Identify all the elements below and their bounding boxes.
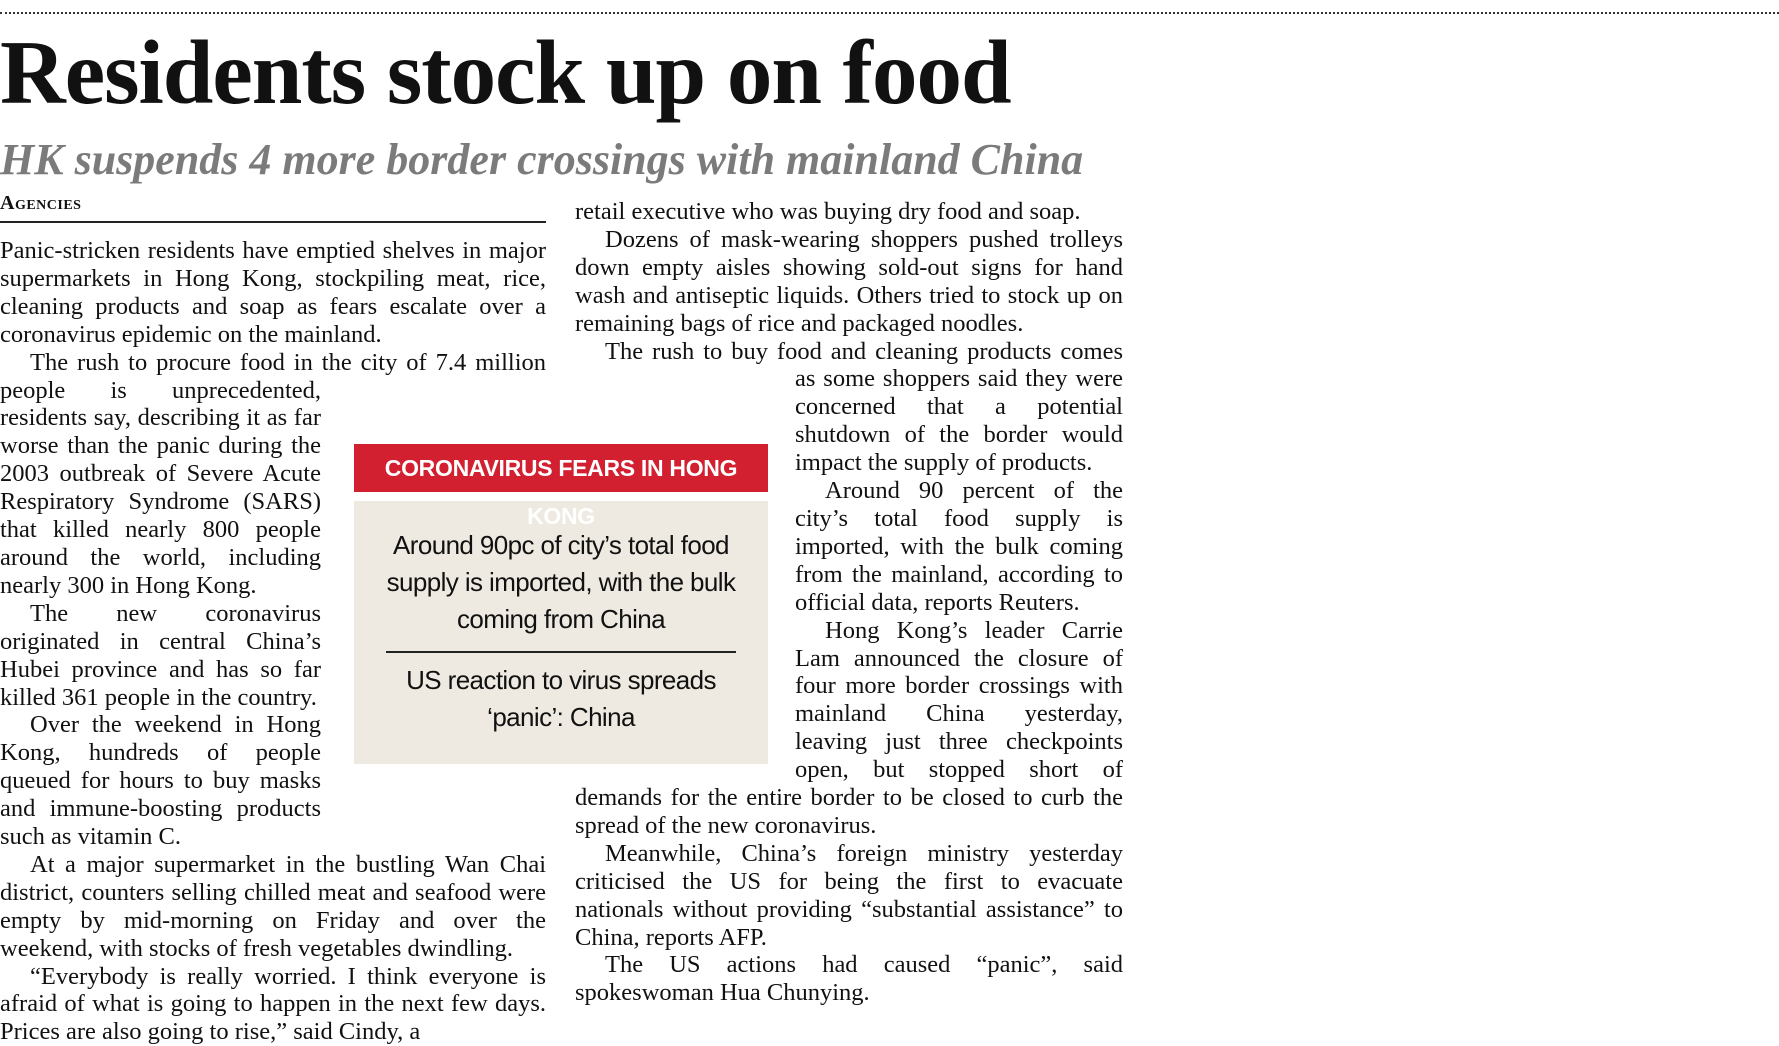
paragraph: The rush to buy food and cleaning products comes as some shoppers said they were concerned that a potential shutdown of the border would impact the supply of products. xyxy=(605,337,1123,477)
sidebar-item: US reaction to virus spreads ‘panic’: China xyxy=(406,665,716,732)
paragraph: Around 90 percent of the city’s total food supply is imported, with the bulk coming from the mainland, according to official data, reports Reuters. xyxy=(795,477,1123,616)
sidebar-divider xyxy=(386,651,736,653)
paragraph: Meanwhile, China’s foreign ministry yesterday criticised the US for being the first to evacuate nationals without providing “substantial assistance” to China, reports AFP. xyxy=(575,839,1123,951)
byline: Agencies xyxy=(0,192,546,223)
subheadline: HK suspends 4 more border crossings with mainland China xyxy=(0,135,1084,184)
paragraph: Hong Kong’s leader Carrie Lam announced the closure of four more border crossings with mainland China yesterday, leaving just three checkpoints open, but stopped short of demands for the entire border to be closed to curb the spread of the new coronavirus. xyxy=(575,616,1123,839)
paragraph: The rush to procure food in the city of 7.4 million people is unprecedented, residents say, describing it as far worse than the panic during the 2003 outbreak of Severe Acute Respiratory Syndrome (SARS) that killed nearly 800 people around the world, including nearly 300 in Hong Kong. xyxy=(0,348,546,599)
sidebar-box xyxy=(354,444,768,764)
paragraph: At a major supermarket in the bustling Wan Chai district, counters selling chilled meat and seafood were empty by mid-morning on Friday and over the weekend, with stocks of fresh vegetables dwindling. xyxy=(0,850,546,962)
sidebar-body xyxy=(354,501,768,764)
paragraph: The US actions had caused “panic”, said spokeswoman Hua Chunying. xyxy=(575,951,1123,1007)
paragraph: “Everybody is really worried. I think everyone is afraid of what is going to happen in the next few days. Prices are also going to rise,” said Cindy, a xyxy=(0,962,546,1046)
sidebar-item: Around 90pc of city’s total food supply is imported, with the bulk coming from China xyxy=(386,530,736,634)
sidebar-title: CORONAVIRUS FEARS IN HONG KONG xyxy=(354,444,768,492)
paragraph: The new coronavirus originated in central China’s Hubei province and has so far killed 361 people in the country. xyxy=(0,599,321,711)
paragraph: retail executive who was buying dry food and soap. xyxy=(575,198,1081,225)
paragraph: Panic-stricken residents have emptied shelves in major supermarkets in Hong Kong, stockpiling meat, rice, cleaning products and soap as fears escalate over a coronavirus epidemic on the mainland. xyxy=(0,237,546,348)
paragraph: Dozens of mask-wearing shoppers pushed trolleys down empty aisles showing sold-out signs for hand wash and antiseptic liquids. Others tried to stock up on remaining bags of rice and packaged noodles. xyxy=(575,225,1123,337)
headline: Residents stock up on food xyxy=(0,22,1011,123)
paragraph: Over the weekend in Hong Kong, hundreds of people queued for hours to buy masks and immune-boosting products such as vitamin C. xyxy=(0,711,321,851)
top-dotted-rule xyxy=(0,12,1779,14)
